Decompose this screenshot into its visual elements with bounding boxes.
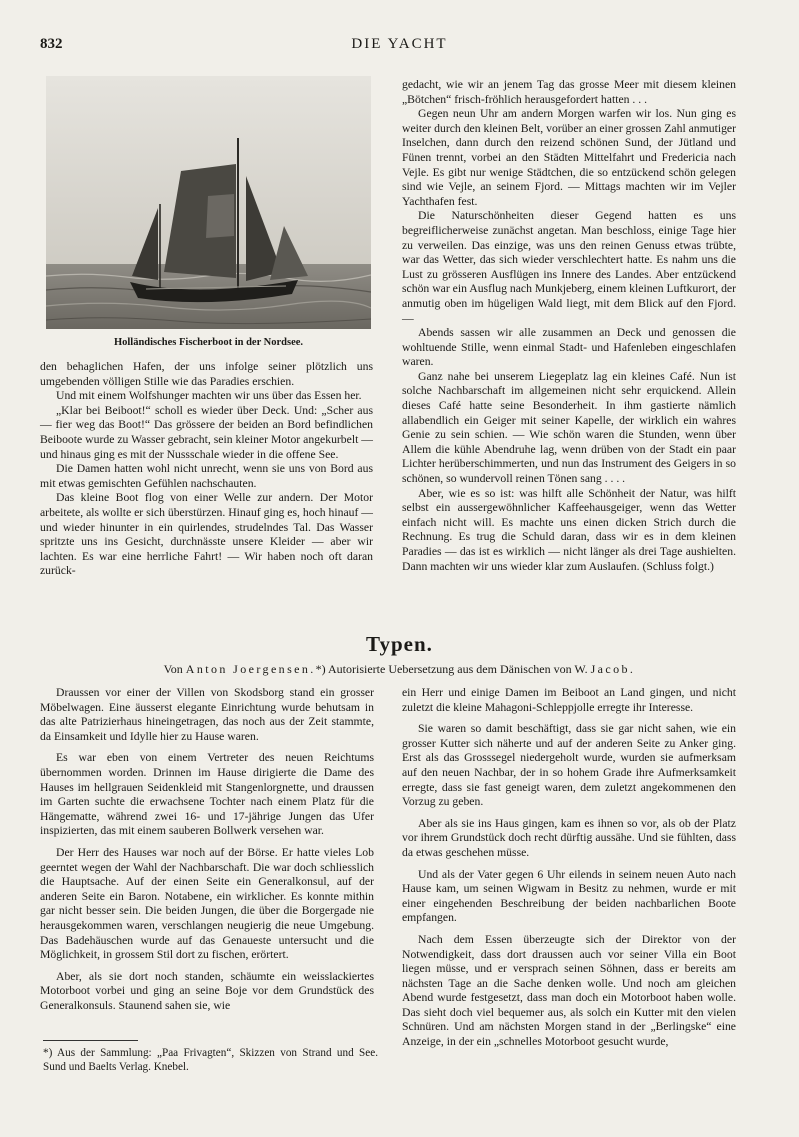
paragraph: Ganz nahe bei unserem Liegeplatz lag ein kleines Café. Nun ist solche Nachbarschaft im allgemeinen nicht sehr erquickend. Allein dieses Café hatte seine Besonderheit. In ihm gastierte nämlich allabendlich ein Geiger mit seiner Kapelle, der wirklich ein wahres Genie zu sein schien. — Wie schön waren die Stunden, wenn über Allem die kühle Abendruhe lag, wenn drüben von der Stadt ein paar Lichter herüberschimmerten, und nun das Instrument des Geigers in so schönen, so wundervoll reinen Tönen sang . . . . <box>402 369 736 486</box>
paragraph: „Klar bei Beiboot!“ scholl es wieder über Deck. Und: „Scher aus — fier weg das Boot!“ Das grössere der beiden an Bord befindlichen Beiboote wurde zu Wasser gebracht, sein kleiner Motor angekurbelt — und hinaus ging es mit der Nussschale wieder in die offene See. <box>40 403 373 461</box>
paragraph: Die Damen hatten wohl nicht unrecht, wenn sie uns von Bord aus mit etwas gemischten Gefühlen nachschauten. <box>40 462 373 490</box>
paragraph: Sie waren so damit beschäftigt, dass sie gar nicht sahen, wie ein grosser Kutter sich näherte und auf der anderen Seite zu Anker ging. Erst als das Grosssegel niedergeholt wurde, wurden sie aufmerksam auf den neuen Nachbar, der in so hohem Grade ihre Aufmerksamkeit erregte, dass sie fast geneigt waren, dem zuletzt angekommenen den Vorzug zu geben. <box>402 722 736 809</box>
sailing-boat-icon <box>46 76 371 329</box>
paragraph: Gegen neun Uhr am andern Morgen warfen wir los. Nun ging es weiter durch den kleinen Belt, vorüber an einer grossen Zahl anmutiger Inselchen, dann durch den reizend schönen Sund, der Jütland und Fünen trennt, vorbei an den Städten Mittelfahrt und Fredericia nach Vejle. Es gibt nur wenige Städtchen, die so entzückend schön gelegen sind wie Vejle, an seinem Fjord. — Mittags machten wir im Vejler Yachthafen fest. <box>402 107 736 208</box>
paragraph: Die Naturschönheiten dieser Gegend hatten es uns begreiflicherweise zunächst angetan. Man beschloss, einige Tage hier zu verweilen. Das einzige, was uns den reinen Genuss etwas trübte, war das Wetter, das sich wieder verschlechtert hatte. Es nahm uns die Lust zu grösseren Ausflügen ins Innere des Landes. Aber entzückend schön war ein Ausflug nach Munkjeberg, einem kleinen Luftkurort, der anmutig oben im hügeligen Wald liegt, mit dem Blick auf den Fjord. — <box>402 209 736 325</box>
translator-name: Jacob. <box>590 662 636 676</box>
paragraph: den behaglichen Hafen, der uns infolge seiner plötzlich uns umgebenden völligen Stille wie das Paradies erschien. <box>40 360 373 388</box>
paragraph: gedacht, wie wir an jenem Tag das grosse Meer mit diesem kleinen „Bötchen“ frisch-fröhlich herausgefordert hatten . . . <box>402 78 736 106</box>
byline-pre: Von <box>163 662 186 676</box>
paragraph: Der Herr des Hauses war noch auf der Börse. Er hatte vieles Lob geerntet wegen der Wahl der Nachbarschaft. Die war doch schliesslich die Hauptsache. Auf der einen Seite ein Generalkonsul, auf der anderen Seite ein Baron. Notabene, ein wirklicher. Es konnte mithin gar nicht besser sein. Die beiden Jungen, die über die Borgergade nie herausgekommen waren, verschlangen neugierig die neue Umgebung. Das Badehäuschen wurde auf das Genaueste untersucht und die Möglichkeit, in grossem Stil dort zu fischen, erörtert. <box>40 845 374 962</box>
paragraph: Und mit einem Wolfshunger machten wir uns über das Essen her. <box>56 389 362 403</box>
paragraph: Aber, wie es so ist: was hilft alle Schönheit der Natur, was hilft selbst ein aussergewöhnlicher Kaffeehausgeiger, wenn das Wetter einfach nicht will. Es machte uns einen dicken Strich durch die Rechnung. Es trug die Schuld daran, dass wir es in dem kleinen Paradies — das ist es wirklich — nicht länger als drei Tage aushielten. Dann machten wir uns wieder klar zum Auslaufen. (Schluss folgt.) <box>402 486 736 573</box>
footnote-rule <box>43 1040 138 1041</box>
fishing-boat-photo <box>46 76 371 329</box>
author-name: Anton Joergensen. <box>185 662 316 676</box>
story2-left-column <box>40 686 374 1020</box>
paragraph: Und als der Vater gegen 6 Uhr eilends in seinem neuen Auto nach Hause kam, um seinen Wigwam in Besitz zu nehmen, wurde er mit einer eingehenden Beschreibung der beiden nachbarlichen Boote empfangen. <box>402 867 736 925</box>
paragraph: Das kleine Boot flog von einer Welle zur andern. Der Motor arbeitete, als wollte er sich überstürzen. Hinauf ging es, hoch hinauf — und wieder hinunter in ein quirlendes, strudelndes Tal. Das Wasser spritzte uns ins Gesicht, durchnässte unsere Kleider — aber wir lachten. Es war eine herrliche Fahrt! — Wir haben noch oft daran zurück- <box>40 491 373 578</box>
byline-mid: *) Autorisierte Uebersetzung aus dem Dänischen von W. <box>315 662 591 676</box>
paragraph: Nach dem Essen überzeugte sich der Direktor von der Notwendigkeit, dass dort draussen auch vor seiner Villa ein Boot liegen müsse, und er versprach seinen Söhnen, dass er bereits am nächsten Tage an die Sache denken wolle. Und noch am gleichen Abend wurde festgesetzt, dass man doch ein Motorboot haben wolle. Das sieht doch viel bequemer aus, als solch ein Kutter mit den vielen Schnüren. Und am nächsten Morgen stand in der „Berlingske“ eine Anzeige, in der ein „schnelles Motorboot gesucht wurde, <box>402 932 736 1049</box>
paragraph: Aber, als sie dort noch standen, schäumte ein weisslackiertes Motorboot vorbei und ging an seine Boje vor dem Grundstück des Generalkonsuls. Staunend sahen sie, wie <box>40 969 374 1012</box>
story1-right-column <box>402 78 736 574</box>
article-title: Typen. <box>366 632 433 656</box>
story1-left-column <box>40 360 373 579</box>
paragraph: Aber als sie ins Haus gingen, kam es ihnen so vor, als ob der Platz vor ihrem Grundstück doch recht dürftig aussähe. Und sie fühlten, dass da etwas geschehen müsse. <box>402 816 736 859</box>
paragraph: Draussen vor einer der Villen von Skodsborg stand ein grosser Möbelwagen. Eine äusserst elegante Einrichtung wurde behutsam in das alte Patrizierhaus hineingetragen, das noch aus der Zeit stammte, da Einsamkeit und Idylle hier zu Hause waren. <box>40 686 374 743</box>
story2-right-column <box>402 686 736 1057</box>
footnote: *) Aus der Sammlung: „Paa Frivagten“, Skizzen von Strand und See. Sund und Baelts Verlag. Knebel. <box>43 1047 378 1073</box>
byline <box>0 662 799 677</box>
page-number: 832 <box>40 36 63 52</box>
paragraph: Abends sassen wir alle zusammen an Deck und genossen die wohltuende Stille, wenn einmal Stadt- und Hafenleben eingeschlafen waren. <box>402 326 736 369</box>
running-head: DIE YACHT <box>351 36 448 52</box>
paragraph: Es war eben von einem Vertreter des neuen Reichtums übernommen worden. Drinnen im Hause dirigierte die Dame des Hauses im hellgrauen Seidenkleid mit Stangenlorgnette, und draussen im Garten suchte die erwachsene Tochter nach einem Platz für die Hängematte, während zwei 16- und 17-jährige Jungen das Ufer inspizierten, das mit einem sauberen Bollwerk versehen war. <box>40 751 374 838</box>
photo-caption: Holländisches Fischerboot in der Nordsee. <box>113 337 304 348</box>
paragraph: ein Herr und einige Damen im Beiboot an Land gingen, und nicht zuletzt die kleine Mahagoni-Schleppjolle erregte ihr Interesse. <box>402 686 736 714</box>
